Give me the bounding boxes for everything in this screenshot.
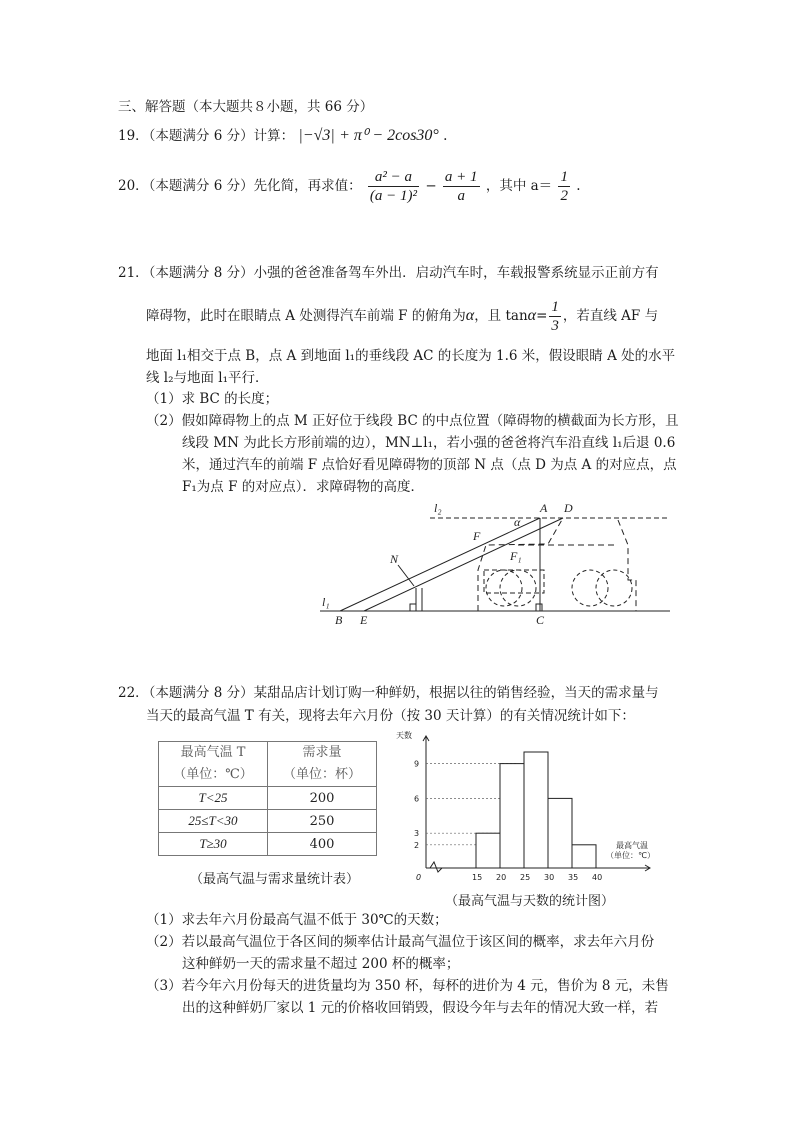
table-header-temp-unit: （单位：℃）: [173, 767, 253, 782]
q20-v-numerator: 1: [560, 169, 568, 185]
q21-line-3: 地面 l₁相交于点 B，点 A 到地面 l₁的垂线段 AC 的长度为 1.6 米，假设眼睛 A 处的水平: [146, 348, 676, 364]
q21-tan-fraction: [549, 298, 561, 335]
q20-end: .: [576, 178, 581, 194]
table-header-demand-label: 需求量: [302, 745, 342, 760]
q20-f2-denominator: a: [457, 188, 465, 204]
car-front-outline: [618, 520, 636, 611]
y-tick-label: 3: [414, 829, 420, 839]
q21-line-4: 线 l₂与地面 l₁平行．: [146, 370, 269, 386]
rear-wheel-1: [486, 570, 522, 606]
q21-line-1: 21．（本题满分 8 分）小强的爸爸准备驾车外出．启动汽车时，车载报警系统显示正前方有: [118, 265, 659, 281]
q22-part-2b: 这种鲜奶一天的需求量不超过 200 杯的概率；: [182, 956, 460, 972]
q20-prefix: 20．（本题满分 6 分）先化简，再求值：: [118, 178, 362, 194]
sight-line-AB: [340, 518, 540, 611]
x-tick-label: 40: [592, 873, 603, 882]
q21-line-2: [146, 296, 658, 336]
right-angle-M: [410, 604, 416, 611]
q21-part-1: （1）求 BC 的长度；: [146, 391, 279, 407]
temperature-days-histogram: [380, 722, 660, 887]
histogram-bar: [500, 764, 524, 868]
q21-alpha-2: α: [527, 307, 537, 324]
q22-line-2: 当天的最高气温 T 有关，现将去年六月份（按 30 天计算）的有关情况统计如下：: [146, 708, 635, 724]
table-row: [159, 810, 377, 833]
right-angle-C: [536, 604, 542, 611]
origin-label: 0: [416, 873, 422, 882]
fig-label-B: B: [335, 613, 343, 627]
q22-part-1: （1）求去年六月份最高气温不低于 30℃的天数；: [146, 912, 448, 928]
x-axis-unit: （单位：℃）: [606, 851, 655, 860]
rear-wheel-2: [500, 570, 536, 606]
q21-part-2d: F₁为点 F 的对应点）．求障碍物的高度．: [182, 479, 424, 495]
x-tick-label: 20: [496, 873, 507, 882]
q22-line-1: 22．（本题满分 8 分）某甜品店计划订购一种鲜奶，根据以往的销售经验，当天的需求量与: [118, 685, 659, 701]
table-cell-demand: 400: [268, 833, 377, 856]
x-tick-label: 35: [568, 873, 579, 882]
q21-line-2c: =: [536, 308, 548, 324]
q21-tan-numerator: 1: [551, 299, 559, 315]
fig-label-A: A: [540, 501, 548, 515]
q22-part-3b: 出的这种鲜奶厂家以 1 元的价格收回销毁，假设今年与去年的情况大致一样，若: [182, 1000, 659, 1016]
q21-part-2a: （2）假如障碍物上的点 M 正好位于线段 BC 的中点位置（障碍物的横截面为长方形，且: [146, 413, 679, 429]
q20-f1-denominator: (a − 1)²: [369, 188, 418, 204]
histogram-bar: [572, 845, 596, 868]
fig-label-alpha: α: [514, 515, 521, 529]
front-wheel-1: [572, 570, 608, 606]
table-header-demand: [268, 742, 377, 787]
car-obstacle-figure: [318, 500, 678, 630]
axis-break: [430, 862, 442, 872]
q20-minus: −: [425, 178, 437, 194]
q19-prefix: 19．（本题满分 6 分）计算：: [118, 128, 295, 144]
table-header-demand-unit: （单位：杯）: [282, 767, 361, 782]
fig-label-F: F: [473, 529, 481, 543]
y-tick-label: 9: [414, 759, 420, 769]
x-tick-label: 30: [544, 873, 555, 882]
q20-value-fraction: [558, 168, 570, 205]
histogram-bar: [476, 833, 500, 868]
q20-f1-numerator: a² − a: [368, 168, 419, 187]
x-tick-label: 25: [520, 873, 531, 882]
table-caption: （最高气温与需求量统计表）: [190, 872, 360, 887]
histogram-bar: [524, 752, 548, 868]
q21-alpha: α: [465, 307, 475, 324]
q19-end: .: [443, 128, 448, 144]
question-19: [118, 126, 447, 146]
q20-f2-numerator: a + 1: [444, 169, 478, 185]
q19-expression: + π⁰ − 2cos30°: [339, 127, 439, 144]
q21-line-2d: ，若直线 AF 与: [562, 308, 659, 324]
q21-part-2b: 线段 MN 为此长方形前端的边），MN⊥l₁，若小强的爸爸将汽车沿直线 l₁后退 0.6: [182, 435, 676, 451]
q21-part-2c: 米，通过汽车的前端 F 点恰好看见障碍物的顶部 N 点（点 D 为点 A 的对应点，点: [182, 457, 677, 473]
q20-v-denominator: 2: [560, 188, 568, 204]
table-row: [159, 833, 377, 856]
q20-fraction-1: [368, 168, 419, 205]
y-tick-label: 2: [414, 840, 420, 850]
q21-line-2b: ，且 tan: [474, 308, 528, 324]
table-header-temperature: [159, 742, 268, 787]
question-20: [118, 166, 581, 206]
table-cell-temp: 25≤T<30: [159, 810, 268, 833]
q22-part-2a: （2）若以最高气温位于各区间的频率估计最高气温位于该区间的概率，求去年六月份: [146, 934, 655, 950]
y-tick-label: 6: [414, 794, 420, 804]
front-wheel-2: [596, 570, 632, 606]
fig-label-D: D: [564, 501, 573, 515]
fig-label-F1: F₁: [510, 549, 522, 563]
x-tick-label: 15: [472, 873, 483, 882]
chart-caption: （最高气温与天数的统计图）: [445, 894, 615, 909]
section-title: 三、解答题（本大题共８小题，共 66 分）: [118, 99, 374, 115]
table-header-temp-label: 最高气温 T: [180, 745, 246, 760]
fig-label-N: N: [390, 552, 399, 566]
y-axis-title: 天数: [396, 731, 412, 740]
q20-fraction-2: [443, 168, 480, 205]
table-row: [159, 787, 377, 810]
demand-statistics-table: [158, 741, 377, 856]
x-axis-title: 最高气温: [616, 841, 648, 850]
fig-label-C: C: [536, 613, 545, 627]
fig-label-l2: l₂: [434, 501, 442, 515]
q21-line-2a: 障碍物，此时在眼睛点 A 处测得汽车前端 F 的俯角为: [146, 308, 466, 324]
fig-label-l1: l₁: [322, 595, 330, 609]
table-cell-temp: T≥30: [159, 833, 268, 856]
q21-tan-denominator: 3: [551, 318, 559, 334]
table-cell-temp: T<25: [159, 787, 268, 810]
table-cell-demand: 200: [268, 787, 377, 810]
q22-part-3a: （3）若今年六月份每天的进货量均为 350 杯，每杯的进价为 4 元，售价为 8 元，未售: [146, 978, 669, 994]
car-body-outline: [478, 518, 563, 611]
q19-abs-expression: |−√3|: [298, 127, 335, 144]
table-cell-demand: 250: [268, 810, 377, 833]
q20-mid: ，其中 a＝: [485, 178, 553, 194]
fig-label-E: E: [360, 613, 368, 627]
histogram-bar: [548, 798, 572, 868]
